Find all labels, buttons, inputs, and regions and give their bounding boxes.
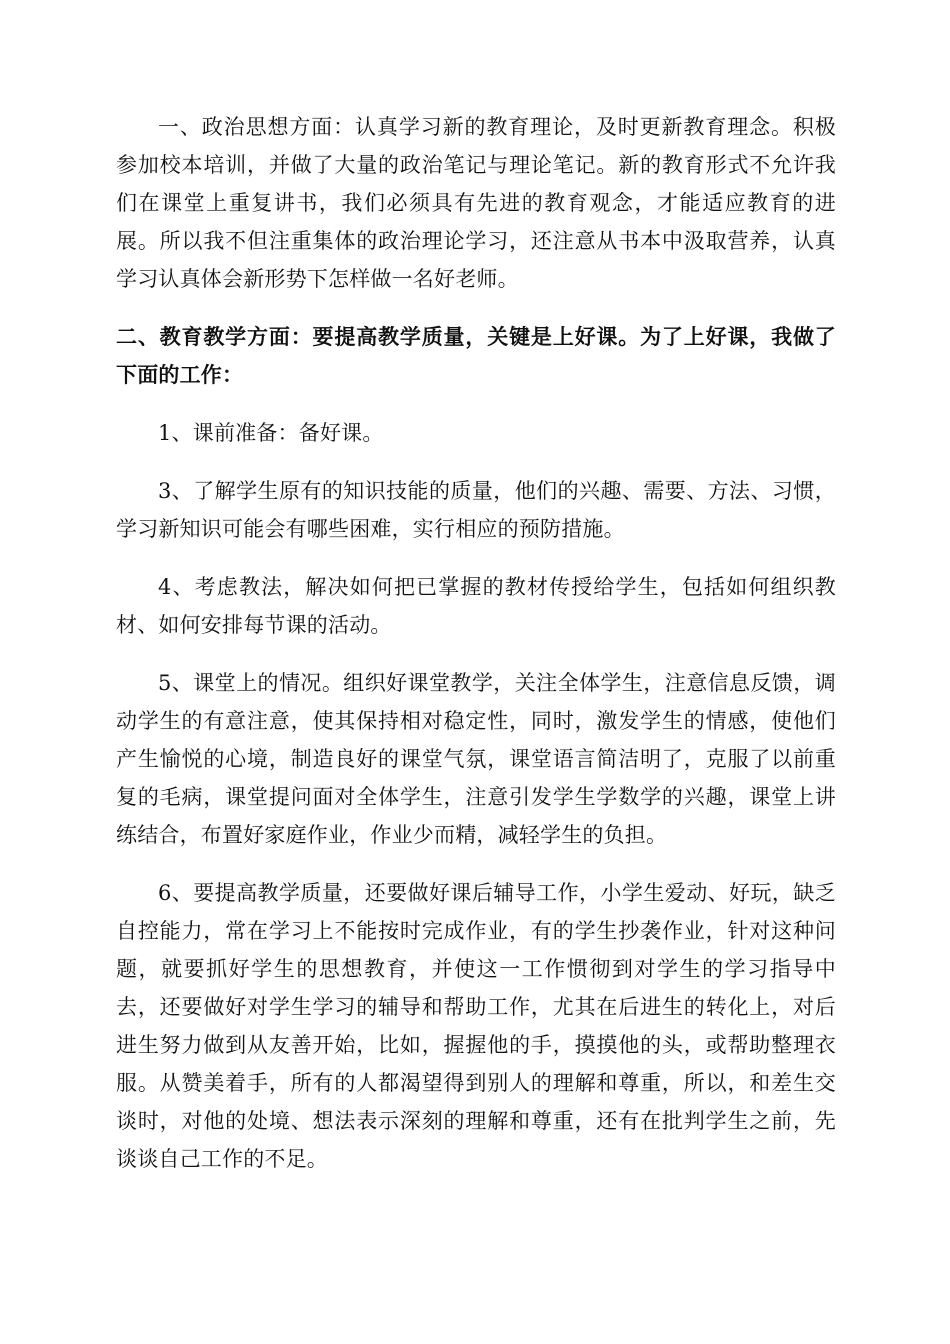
- section-heading-teaching: 二、教育教学方面：要提高教学质量，关键是上好课。为了上好课，我做了下面的工作：: [116, 325, 836, 387]
- paragraph-item-3: 3、了解学生原有的知识技能的质量，他们的兴趣、需要、方法、习惯，学习新知识可能会有哪些困难，实行相应的预防措施。: [116, 479, 836, 541]
- paragraph-item-6: 6、要提高教学质量，还要做好课后辅导工作，小学生爱动、好玩，缺乏自控能力，常在学习上不能按时完成作业，有的学生抄袭作业，针对这种问题，就要抓好学生的思想教育，并使这一工作惯彻到对学生的学习指导中去，还要做好对学生学习的辅导和帮助工作，尤其在后进生的转化上，对后进生努力做到从友善开始，比如，握握他的手，摸摸他的头，或帮助整理衣服。从赞美着手，所有的人都渴望得到别人的理解和尊重，所以，和差生交谈时，对他的处境、想法表示深刻的理解和尊重，还有在批判学生之前，先谈谈自己工作的不足。: [116, 881, 836, 1171]
- paragraph-item-5: 5、课堂上的情况。组织好课堂教学，关注全体学生，注意信息反馈，调动学生的有意注意，使其保持相对稳定性，同时，激发学生的情感，使他们产生愉悦的心境，制造良好的课堂气氛，课堂语言简洁明了，克服了以前重复的毛病，课堂提问面对全体学生，注意引发学生学数学的兴趣，课堂上讲练结合，布置好家庭作业，作业少而精，减轻学生的负担。: [116, 671, 836, 847]
- paragraph-item-4: 4、考虑教法，解决如何把已掌握的教材传授给学生，包括如何组织教材、如何安排每节课的活动。: [116, 575, 836, 637]
- paragraph-political-thought: 一、政治思想方面：认真学习新的教育理论，及时更新教育理念。积极参加校本培训，并做了大量的政治笔记与理论笔记。新的教育形式不允许我们在课堂上重复讲书，我们必须具有先进的教育观念，才能适应教育的进展。所以我不但注重集体的政治理论学习，还注意从书本中汲取营养，认真学习认真体会新形势下怎样做一名好老师。: [116, 115, 836, 291]
- document-body: [116, 108, 836, 1198]
- paragraph-item-1: 1、课前准备：备好课。: [158, 421, 384, 445]
